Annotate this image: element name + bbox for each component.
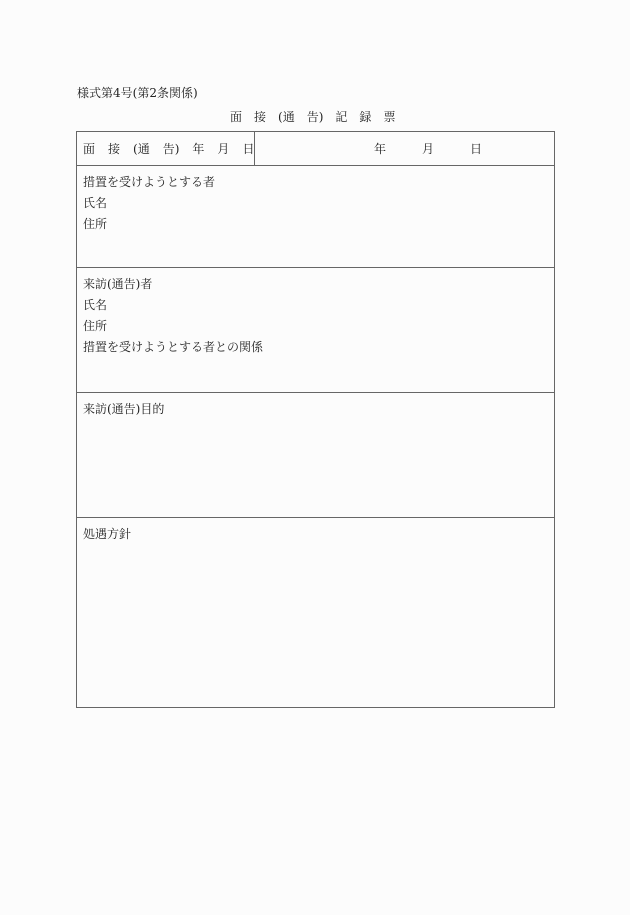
title-char: 面: [230, 110, 243, 124]
interview-date-row: [77, 132, 554, 166]
day-label: 日: [470, 142, 483, 156]
section-heading: 措置を受けようとする者: [83, 175, 216, 189]
label-char: 接: [108, 142, 121, 156]
address-label: 住所: [83, 217, 108, 231]
relationship-label: 措置を受けようとする者との関係: [83, 340, 264, 354]
label-char: 日: [242, 142, 255, 156]
document-title: [230, 108, 407, 125]
label-char: 年: [192, 142, 205, 156]
name-label: 氏名: [83, 196, 108, 210]
title-char: 票: [383, 110, 396, 124]
interview-date-label: [77, 132, 255, 165]
section-heading: 来訪(通告)者: [83, 277, 153, 291]
section-heading: 来訪(通告)目的: [83, 402, 165, 416]
label-char: 面: [83, 142, 96, 156]
interview-date-field[interactable]: [255, 132, 554, 165]
year-label: 年: [374, 142, 387, 156]
record-form-table: [76, 131, 555, 708]
label-char: 告): [162, 142, 180, 156]
title-char: 告): [306, 110, 324, 124]
treatment-policy-section[interactable]: [77, 518, 554, 708]
title-char: 接: [254, 110, 267, 124]
title-char: (通: [278, 110, 295, 124]
form-number: 様式第4号(第2条関係): [77, 86, 198, 100]
visit-purpose-section[interactable]: [77, 393, 554, 518]
address-label: 住所: [83, 319, 108, 333]
subject-person-section[interactable]: [77, 166, 554, 268]
month-label: 月: [422, 142, 435, 156]
section-heading: 処遇方針: [83, 527, 132, 541]
title-char: 記: [335, 110, 348, 124]
name-label: 氏名: [83, 298, 108, 312]
title-char: 録: [359, 110, 372, 124]
label-char: (通: [133, 142, 150, 156]
label-char: 月: [217, 142, 230, 156]
visitor-section[interactable]: [77, 268, 554, 393]
